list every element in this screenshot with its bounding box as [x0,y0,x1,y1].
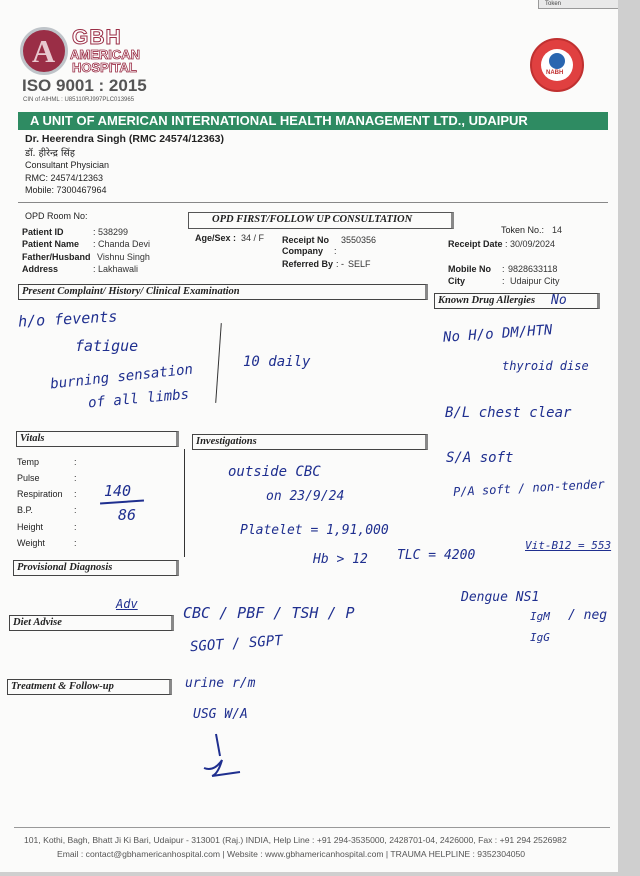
section-complaint: Present Complaint/ History/ Clinical Examination [18,284,428,300]
hw-right-1: No H/o DM/HTN [442,322,554,346]
hw-right-5: P/A soft / non-tender [452,477,605,499]
hw-inv-7: Dengue NS1 [461,590,540,605]
vital-temp: Temp [17,457,40,467]
vital-height: Height [17,522,44,532]
logo-letter: A [32,33,56,69]
city-label: City [448,276,466,286]
vital-bp: B.P. [17,505,33,515]
hw-inv-3: Platelet = 1,91,000 [240,523,389,538]
hw-inv-4: Hb > 12 [313,552,368,567]
nabh-logo [530,38,584,92]
nabh-text: NABH [546,70,564,76]
city-value: Udaipur City [510,276,560,286]
form-title: OPD FIRST/FOLLOW UP CONSULTATION [212,214,413,225]
father-label: Father/Husband [22,252,91,262]
doctor-mobile: Mobile: 7300467964 [25,185,107,195]
patient-id-value: 538299 [98,227,129,237]
section-allergies: Known Drug Allergies [434,293,600,309]
footer-divider [14,827,610,828]
patient-name-label: Patient Name [22,239,80,249]
divider [18,202,608,203]
brand-hospital: HOSPITAL [72,60,137,75]
referred-value: SELF [348,259,371,269]
hw-right-2: thyroid dise [502,359,589,373]
hw-bp-line [100,499,144,504]
token-value: 14 [552,225,563,235]
doctor-name: Dr. Heerendra Singh (RMC 24574/12363) [25,133,224,145]
hw-adv: Adv [116,597,138,611]
brand-american: AMERICAN [70,47,141,62]
banner-text: A UNIT OF AMERICAN INTERNATIONAL HEALTH MANAGEMENT LTD., UDAIPUR [30,113,528,128]
receipt-date-label: Receipt Date [448,239,503,249]
opd-room-label: OPD Room No: [25,211,88,221]
hospital-logo [20,27,68,75]
doctor-rmc: RMC: 24574/12363 [25,173,104,183]
cin-label: CIN of AIHML : U85110RJ997PLC013965 [23,97,135,103]
token-label: Token No.: [501,225,545,235]
agesex-value: 34 / F [241,233,265,243]
hw-inv-1: outside CBC [228,464,321,480]
hw-allergy-no: No [551,293,567,308]
hw-right-3: B/L chest clear [445,405,572,421]
receipt-no-label: Receipt No [282,235,330,245]
hw-right-4: S/A soft [446,450,514,466]
section-vitals: Vitals [16,431,179,447]
receipt-date-value: 30/09/2024 [510,239,556,249]
signature-image [196,730,246,780]
vitals-divider [184,449,185,557]
hw-bp-systolic: 140 [104,482,132,500]
agesex-label: Age/Sex : [195,233,237,243]
prescription-page: Token A GBH AMERICAN HOSPITAL ISO 9001 : 2015 CIN of AIHML : U85110RJ997PLC013965 NABH A UNIT OF AMERICAN INTERNATIONAL HEALTH MANAGEMENT LTD., UDAIPUR Dr. Heerendra Singh (RMC 24574/12363) डॉ. हीरेन्द्र सिंह Consultant Physician RMC: 24574/12363 Mobile: 7300467964 OPD Room No: OPD FIRST/FOLLOW UP CONSULTATION Token No.: 14 Patient ID 538299 Patient Name Chanda Devi Father/Husband Vishnu Singh Address Lakhawali : : : Age/Sex : 34 / F Receipt No 3550356 Company : Referred By SELF : - Receipt Date 30/09/2024 : Mobile No 9828633118 : City Udaipur City : Present Complaint/ History/ Clinical Examination Known Drug Allergies Vitals Investigations Temp Pulse Respiration B.P. Height Weight : : : : : : Provisional Diagnosis Diet Advise Treatment & Follow-up No h/o fevents fatigue burning sensation of all limbs 10 daily No H/o DM/HTN thyroid dise B/L chest clear S/A soft P/A soft / non-tender 140 86 outside CBC on 23/9/24 Platelet = 1,91,000 Hb > 12 TLC = 4200 Vit-B12 = 553 Dengue NS1 IgM IgG / neg Adv CBC / PBF / TSH / P SGOT / SGPT urine r/m USG W/A 101, Kothi, Bagh, Bhatt Ji Ki Bari, Udaipur - 313001 (Raj.) INDIA, Help Line : +91 294-3535000, 2428701-04, 2426000, Fax : +91 294 2526982 Email : contact@gbhamericanhospital.com | Website : www.gbhamericanhospital.com | TRAUMA HELPLINE : 9352304050 [0,0,618,872]
patient-name-value: Chanda Devi [98,239,151,249]
hw-complaint-5: 10 daily [243,354,311,370]
company-label: Company [282,246,324,256]
hw-bp-diastolic: 86 [118,506,137,524]
hw-complaint-4: of all limbs [87,386,190,412]
vital-weight: Weight [17,538,45,548]
hw-complaint-2: fatigue [75,337,139,355]
address-value: Lakhawali [98,264,139,274]
section-diet: Diet Advise [9,615,174,631]
corner-tab: Token [538,0,618,9]
hw-treat-1: CBC / PBF / TSH / P [183,604,355,622]
complaint-divider [215,323,222,403]
doctor-name-hindi: डॉ. हीरेन्द्र सिंह [25,148,75,159]
hw-complaint-3: burning sensation [49,361,194,393]
hw-inv-2: on 23/9/24 [266,489,345,504]
hw-inv-10: / neg [568,608,608,623]
hw-inv-8: IgM [530,610,550,623]
section-treatment: Treatment & Follow-up [7,679,172,695]
hw-complaint-1: h/o fevents [17,307,118,331]
vital-respiration: Respiration [17,489,63,499]
mobile-label: Mobile No [448,264,491,274]
section-provisional: Provisional Diagnosis [13,560,179,576]
referred-label: Referred By [282,259,334,269]
doctor-designation: Consultant Physician [25,160,110,170]
footer-contact: Email : contact@gbhamericanhospital.com | Website : www.gbhamericanhospital.com | TRAUMA HELPLINE : 9352304050 [57,849,526,859]
hw-inv-6: Vit-B12 = 553 [525,539,612,552]
section-investigations: Investigations [192,434,428,450]
receipt-no-value: 3550356 [341,235,377,245]
hw-treat-3: urine r/m [185,676,256,691]
vital-pulse: Pulse [17,473,40,483]
hw-inv-5: TLC = 4200 [397,548,476,563]
footer-address: 101, Kothi, Bagh, Bhatt Ji Ki Bari, Udaipur - 313001 (Raj.) INDIA, Help Line : +91 294-3535000, 2428701-04, 2426000, Fax : +91 294 2526982 [24,835,567,845]
hw-treat-2: SGOT / SGPT [189,632,284,656]
father-value: Vishnu Singh [97,252,150,262]
brand-gbh: GBH [72,26,122,49]
mobile-value: 9828633118 [508,264,558,274]
hw-inv-9: IgG [530,631,550,644]
hw-treat-4: USG W/A [193,707,248,722]
address-label: Address [22,264,59,274]
patient-id-label: Patient ID [22,227,64,237]
iso-label: ISO 9001 : 2015 [22,76,147,95]
